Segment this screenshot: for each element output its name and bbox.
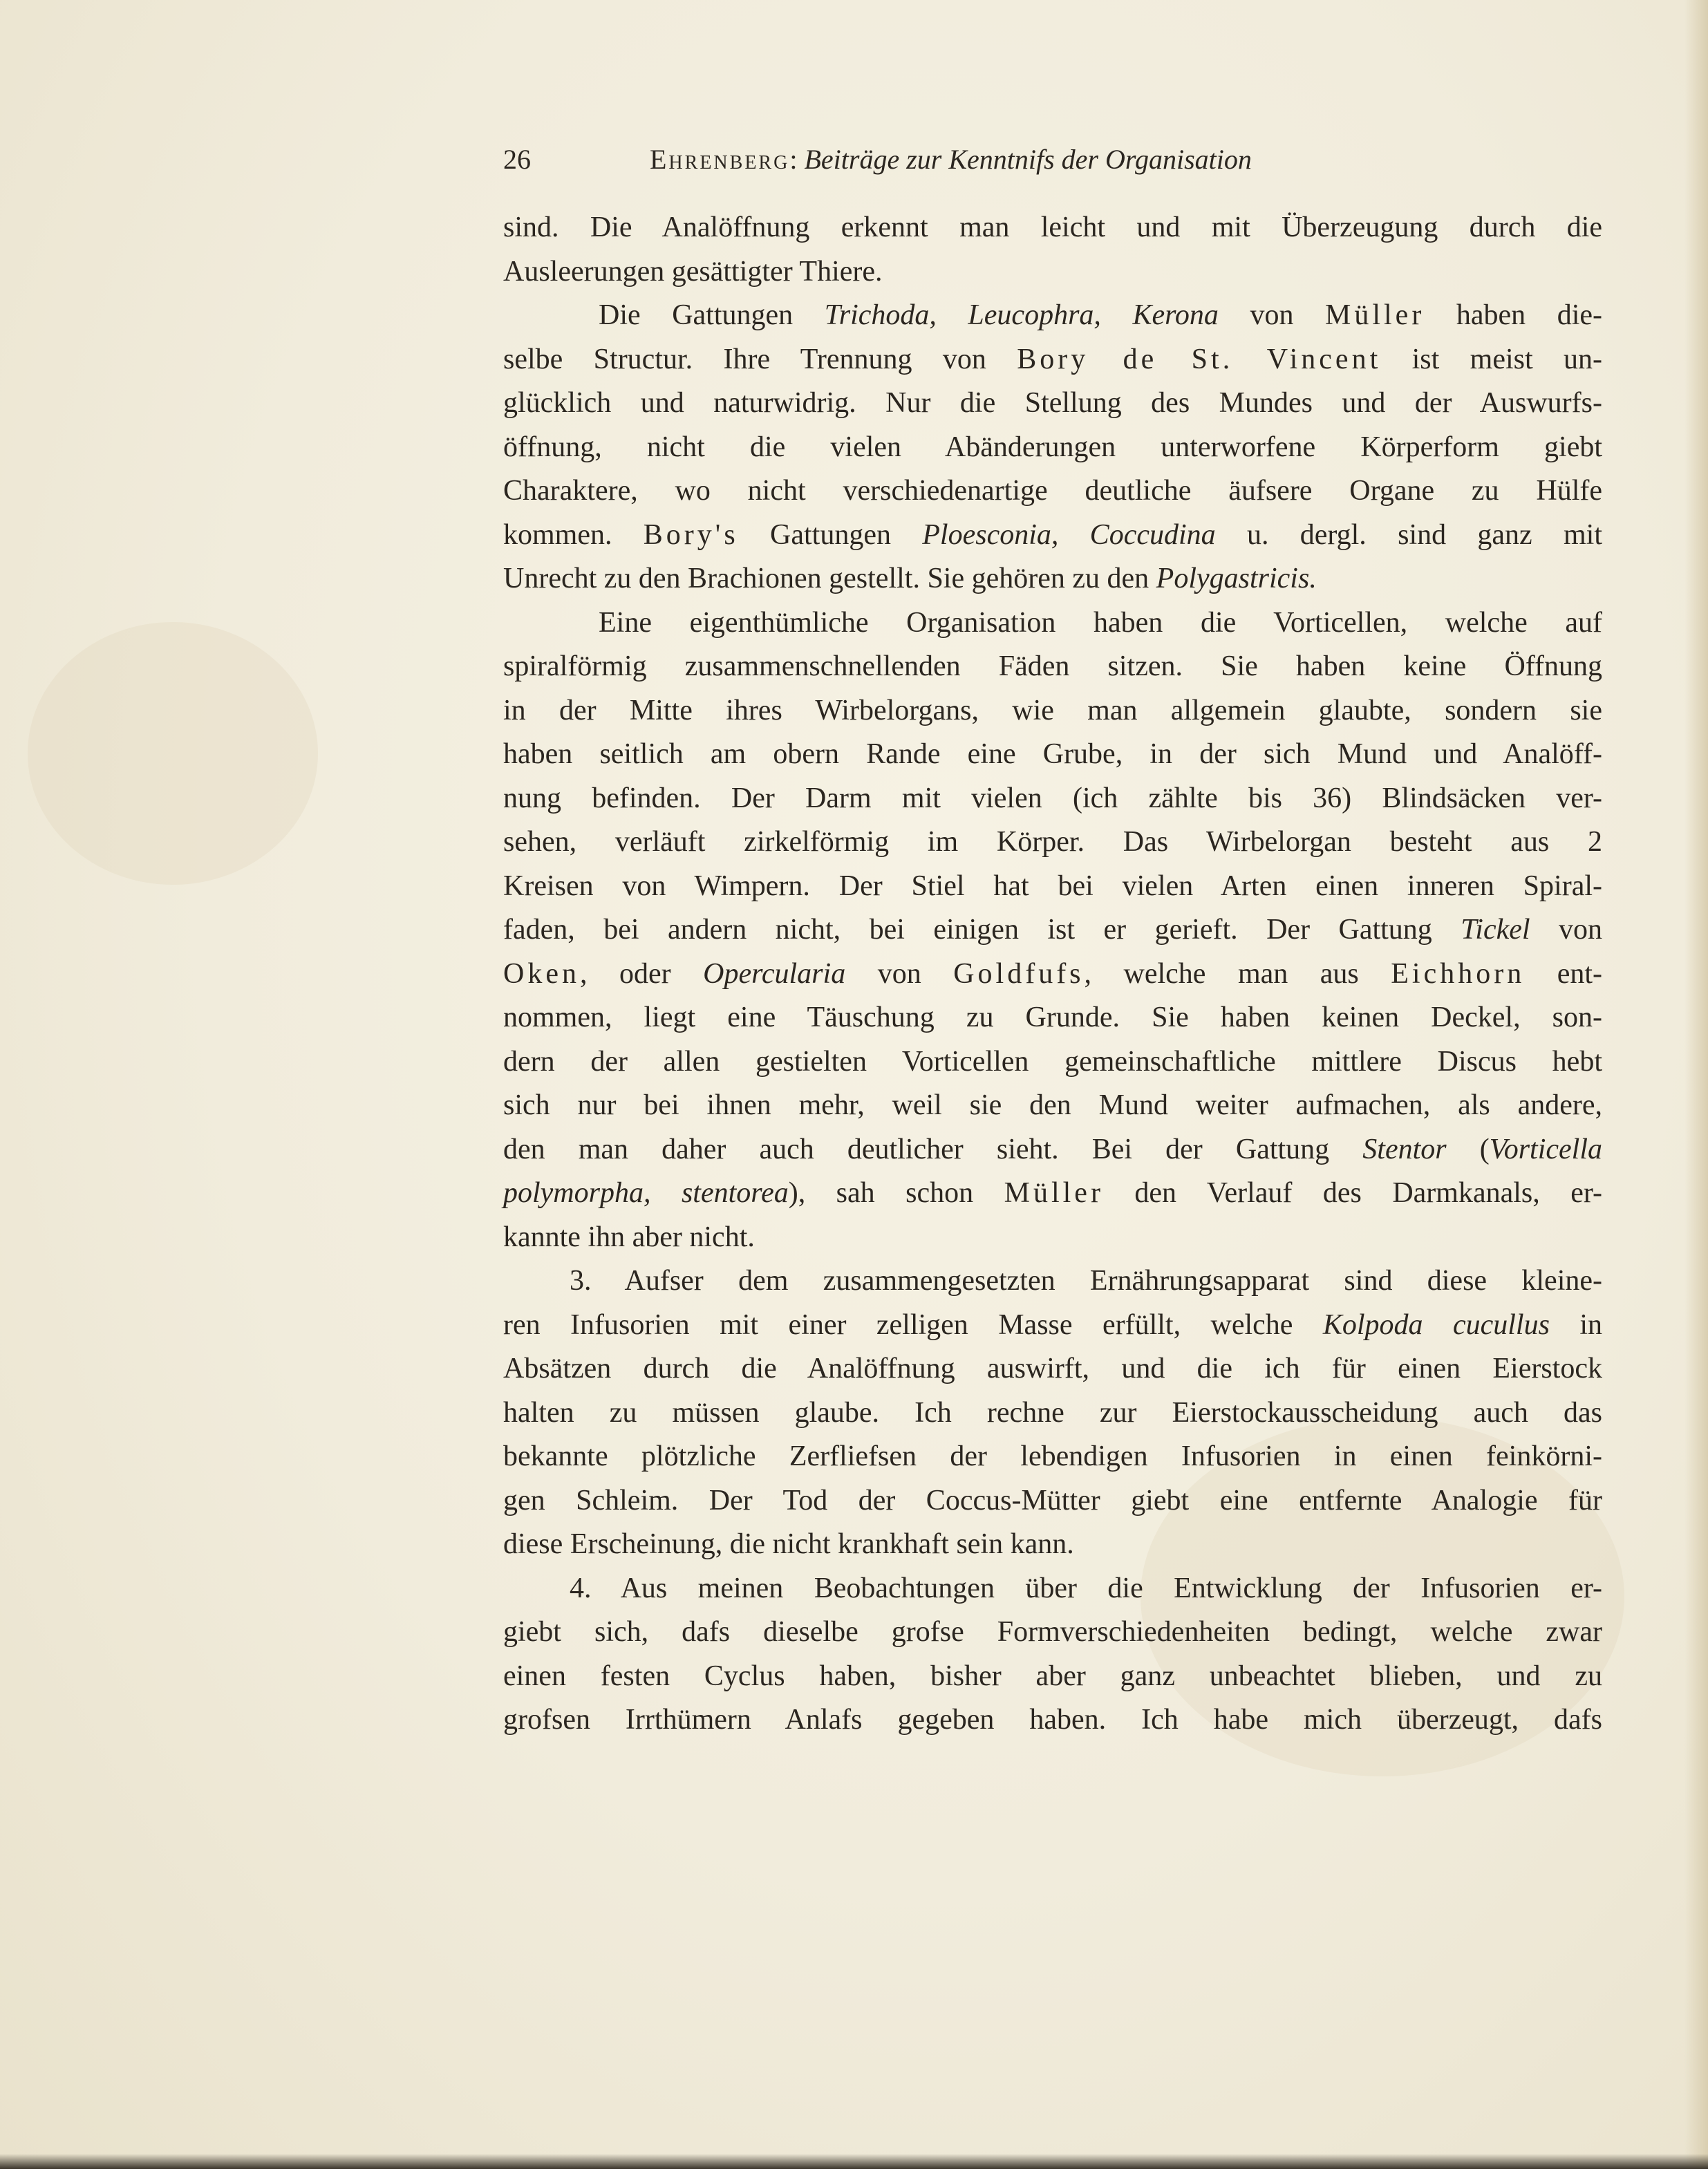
text-run: Die Gattungen: [599, 299, 825, 331]
text-run: ist meist un-: [1381, 343, 1603, 375]
text-run: , oder: [579, 957, 704, 990]
text-line: sehen, verläuft zirkelförmig im Körper. Das Wirbelorgan besteht aus 2: [503, 826, 1602, 858]
text-run: von: [845, 957, 954, 990]
text-line: Eine eigenthümliche Organisation haben die Vorticellen, welche auf: [599, 606, 1602, 639]
text-line: gen Schleim. Der Tod der Coccus-Mütter giebt eine entfernte Analogie für: [503, 1484, 1602, 1517]
genus-names: Trichoda, Leucophra, Kerona: [824, 299, 1219, 331]
genus-name: Opercularia: [703, 957, 846, 990]
author-reference: Bory de St. Vincent: [1017, 343, 1382, 375]
author-reference: Müller: [1325, 299, 1425, 331]
text-line: 4. Aus meinen Beobachtungen über die Entwicklung der Infusorien er-: [570, 1572, 1602, 1604]
text-run: ), sah schon: [788, 1177, 1004, 1209]
text-run: von: [1218, 299, 1325, 331]
body-text: [503, 206, 1602, 1743]
text-line: einen festen Cyclus haben, bisher aber ganz unbeachtet blieben, und zu: [503, 1660, 1602, 1692]
text-run: ren Infusorien mit einer zelligen Masse erfüllt, welche: [503, 1308, 1323, 1341]
author-reference: Bory's: [643, 518, 739, 551]
text-line: sind. Die Analöffnung erkennt man leicht und mit Überzeugung durch die: [503, 212, 1602, 243]
text-run: faden, bei andern nicht, bei einigen ist er gerieft. Der Gattung: [503, 914, 1461, 946]
text-run: haben die-: [1425, 299, 1602, 331]
taxon-name: Polygastricis.: [1156, 563, 1317, 594]
text-run: den Verlauf des Darmkanals, er-: [1103, 1177, 1602, 1209]
author-reference: Goldfufs: [953, 957, 1085, 990]
text-run: den man daher auch deutlicher sieht. Bei der Gattung: [503, 1133, 1363, 1165]
text-run: Gattungen: [738, 518, 923, 551]
text-run: von: [1530, 914, 1602, 946]
text-line: [503, 514, 1602, 558]
text-line: [503, 338, 1602, 382]
text-line: Charaktere, wo nicht verschiedenartige deutliche äufsere Organe zu Hülfe: [503, 475, 1602, 507]
header-colon: :: [789, 144, 798, 175]
running-head: [650, 135, 1252, 184]
text-line: Absätzen durch die Analöffnung auswirft, und die ich für einen Eierstock: [503, 1353, 1602, 1384]
text-line: sich nur bei ihnen mehr, weil sie den Mund weiter aufmachen, als andere,: [503, 1089, 1602, 1121]
text-line: haben seitlich am obern Rande eine Grube, in der sich Mund und Analöff-: [503, 738, 1602, 770]
page-edge-shadow: [1684, 0, 1708, 2169]
text-line: halten zu müssen glaube. Ich rechne zur Eierstockausscheidung auch das: [503, 1396, 1602, 1429]
genus-name: Stentor: [1362, 1133, 1447, 1165]
text-run: , welche man aus: [1084, 957, 1391, 990]
text-run: ent-: [1525, 957, 1602, 990]
header-title: Beiträge zur Kenntnifs der Organisation: [804, 144, 1252, 175]
text-run: (: [1446, 1133, 1490, 1165]
text-run: Unrecht zu den Brachionen gestellt. Sie gehören zu den: [503, 563, 1156, 594]
text-line: [503, 952, 1602, 997]
text-line: 3. Aufser dem zusammengesetzten Ernährungsapparat sind diese kleine-: [570, 1265, 1602, 1297]
text-run: kommen.: [503, 518, 644, 551]
text-line: in der Mitte ihres Wirbelorgans, wie man allgemein glaubte, sondern sie: [503, 694, 1602, 726]
text-line: [503, 1172, 1602, 1216]
author-name: Ehrenberg: [650, 144, 790, 175]
text-line: Ausleerungen gesättigter Thiere.: [503, 255, 883, 288]
text-run: u. dergl. sind ganz mit: [1215, 518, 1602, 551]
page-header: [503, 135, 1443, 184]
page-bottom-shadow: [0, 2154, 1708, 2169]
text-line: kannte ihn aber nicht.: [503, 1221, 755, 1253]
author-reference: Müller: [1004, 1177, 1104, 1209]
text-line: glücklich und naturwidrig. Nur die Stellung des Mundes und der Auswurfs-: [503, 387, 1602, 419]
text-line: [503, 1128, 1602, 1172]
genus-names: Ploesconia, Coccudina: [922, 518, 1216, 551]
text-run: in: [1549, 1308, 1603, 1341]
text-run: selbe Structur. Ihre Trennung von: [503, 343, 1017, 375]
text-line: diese Erscheinung, die nicht krankhaft sein kann.: [503, 1528, 1074, 1560]
author-reference: Eichhorn: [1391, 957, 1526, 990]
text-line: Kreisen von Wimpern. Der Stiel hat bei vielen Arten einen inneren Spiral-: [503, 870, 1602, 902]
species-name: polymorpha, stentorea: [503, 1177, 789, 1209]
text-line: [503, 908, 1602, 952]
text-line: [503, 557, 1602, 601]
text-line: öffnung, nicht die vielen Abänderungen unterworfene Körperform giebt: [503, 431, 1602, 463]
text-line: nommen, liegt eine Täuschung zu Grunde. Sie haben keinen Deckel, son-: [503, 1002, 1602, 1033]
genus-name: Tickel: [1461, 914, 1530, 946]
text-line: [503, 294, 1602, 338]
text-line: dern der allen gestielten Vorticellen gemeinschaftliche mittlere Discus hebt: [503, 1045, 1602, 1078]
text-line: bekannte plötzliche Zerfliefsen der lebendigen Infusorien in einen feinkörni-: [503, 1440, 1602, 1472]
text-line: nung befinden. Der Darm mit vielen (ich zählte bis 36) Blindsäcken ver-: [503, 782, 1602, 814]
species-name: Vorticella: [1489, 1133, 1602, 1165]
species-name: Kolpoda cucullus: [1322, 1308, 1550, 1341]
text-line: spiralförmig zusammenschnellenden Fäden sitzen. Sie haben keine Öffnung: [503, 650, 1602, 682]
text-line: [503, 1304, 1602, 1348]
paper-stain: [28, 622, 318, 885]
text-line: giebt sich, dafs dieselbe grofse Formverschiedenheiten bedingt, welche zwar: [503, 1616, 1602, 1648]
page-number: 26: [503, 144, 531, 175]
author-reference: Oken: [503, 957, 580, 990]
text-line: grofsen Irrthümern Anlafs gegeben haben. Ich habe mich überzeugt, dafs: [503, 1704, 1602, 1736]
